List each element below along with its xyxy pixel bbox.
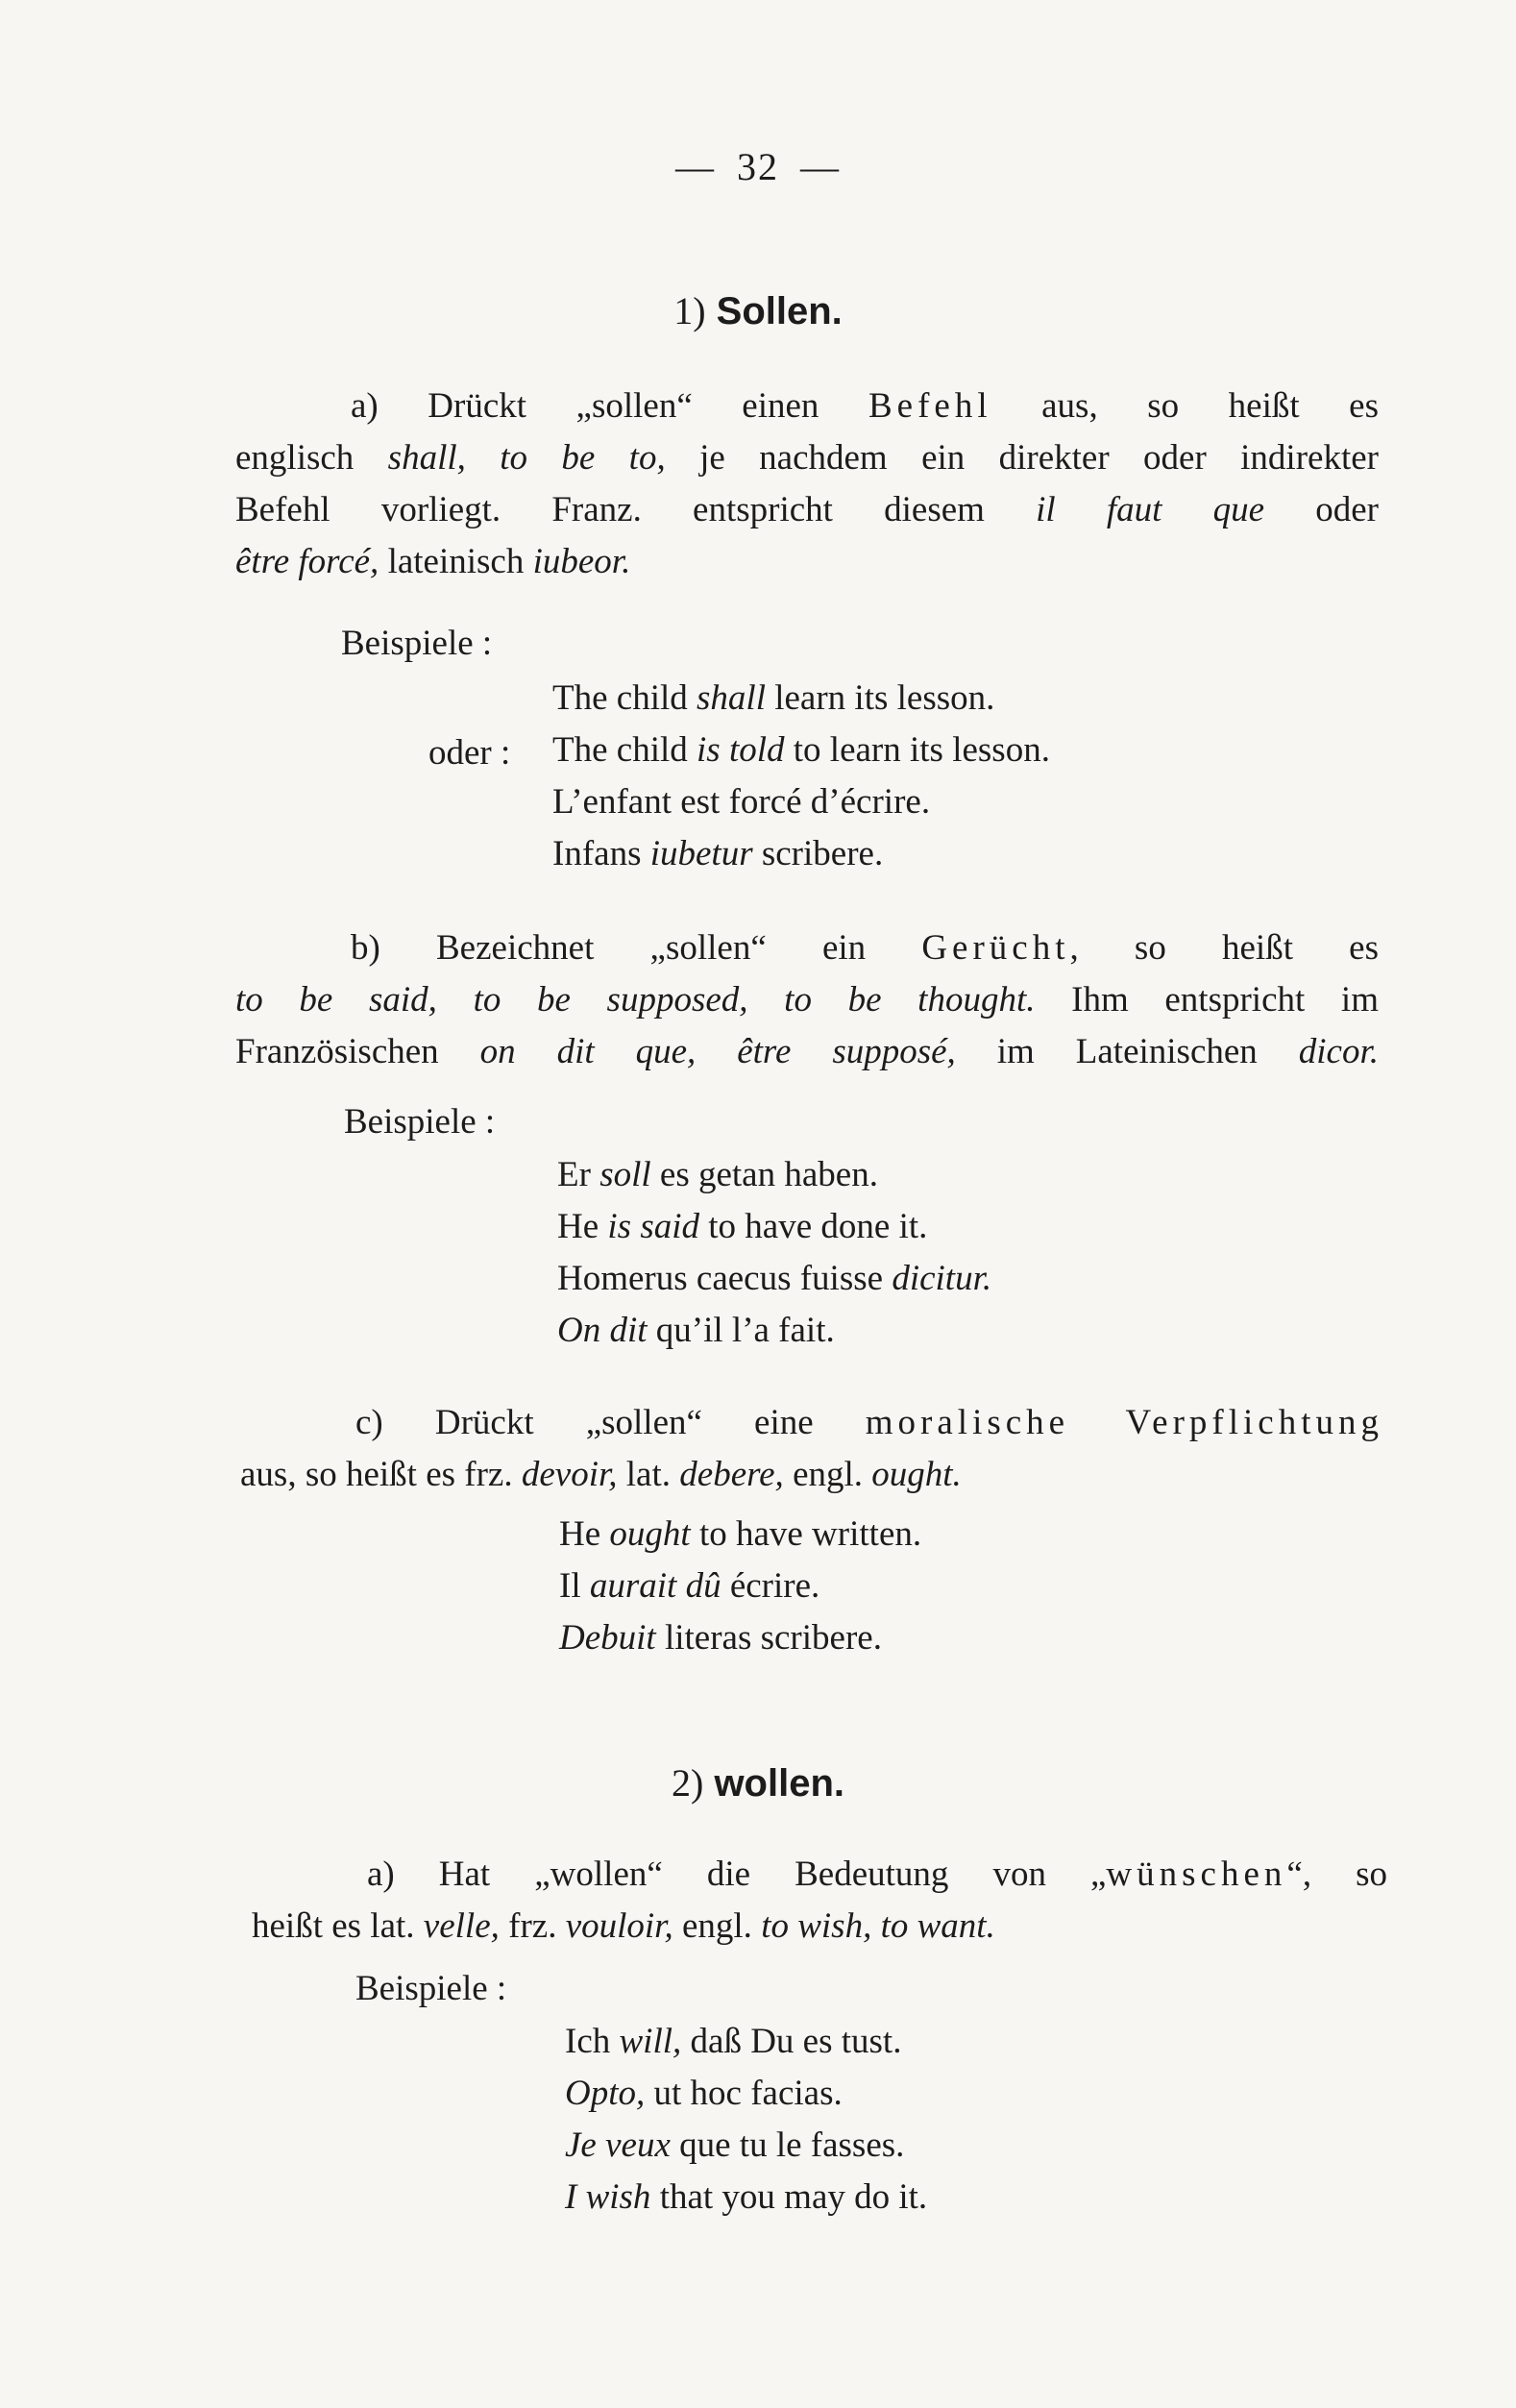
example-line: Debuit literas scribere. bbox=[559, 1618, 882, 1658]
example-line: He ought to have written. bbox=[559, 1514, 922, 1554]
example-line: Il aurait dû écrire. bbox=[559, 1566, 820, 1606]
examples-1a bbox=[552, 673, 1050, 880]
example-line: He is said to have done it. bbox=[557, 1207, 928, 1246]
beispiele-label: Beispiele : bbox=[344, 1102, 496, 1142]
text-line: to be said, to be supposed, to be thought. Ihm entspricht im bbox=[235, 980, 1379, 1020]
section-heading-sollen: 1) Sollen. bbox=[673, 289, 843, 332]
text-line: heißt es lat. velle, frz. vouloir, engl. to wish, to want. bbox=[252, 1906, 995, 1946]
examples-2a bbox=[565, 2016, 927, 2224]
beispiele-label: Beispiele : bbox=[341, 624, 493, 663]
example-line: Opto, ut hoc facias. bbox=[565, 2074, 843, 2113]
text-line: englisch shall, to be to, je nachdem ein direkter oder indirekter bbox=[235, 438, 1379, 478]
text-line: a) Hat „wollen“ die Bedeutung von „wünschen“, so bbox=[367, 1855, 1388, 1894]
example-line: On dit qu’il l’a fait. bbox=[557, 1311, 835, 1350]
text-line: aus, so heißt es frz. devoir, lat. debere, engl. ought. bbox=[240, 1455, 962, 1494]
example-line: Infans iubetur scribere. bbox=[552, 834, 884, 873]
example-line: Er soll es getan haben. bbox=[557, 1155, 878, 1194]
text-line: a) Drückt „sollen“ einen Befehl aus, so heißt es bbox=[351, 386, 1379, 426]
example-line: I wish that you may do it. bbox=[565, 2177, 928, 2217]
examples-1c bbox=[559, 1509, 921, 1664]
text-line: Befehl vorliegt. Franz. entspricht diesem il faut que oder bbox=[235, 490, 1379, 529]
beispiele-label: Beispiele : bbox=[355, 1969, 507, 2008]
examples-1b bbox=[557, 1149, 991, 1357]
section-heading-wollen: 2) wollen. bbox=[671, 1761, 845, 1805]
text-line: être forcé, lateinisch iubeor. bbox=[235, 542, 631, 581]
example-line: The child is told to learn its lesson. bbox=[552, 730, 1050, 770]
page-number: — 32 — bbox=[675, 145, 841, 188]
text-line: Französischen on dit que, être supposé, im Lateinischen dicor. bbox=[235, 1032, 1379, 1071]
paragraph-1c bbox=[240, 1397, 1383, 1501]
paragraph-2a bbox=[252, 1849, 1387, 1953]
text-line: b) Bezeichnet „sollen“ ein Gerücht, so heißt es bbox=[351, 928, 1379, 968]
example-line: The child shall learn its lesson. bbox=[552, 678, 995, 718]
text-line: c) Drückt „sollen“ eine moralische Verpflichtung bbox=[355, 1403, 1383, 1442]
example-line: Je veux que tu le fasses. bbox=[565, 2125, 905, 2165]
example-line: Homerus caecus fuisse dicitur. bbox=[557, 1259, 992, 1298]
paragraph-1b bbox=[235, 922, 1379, 1078]
example-line: Ich will, daß Du es tust. bbox=[565, 2022, 902, 2061]
oder-label: oder : bbox=[428, 733, 511, 773]
example-line: L’enfant est forcé d’écrire. bbox=[552, 782, 931, 822]
paragraph-1a bbox=[235, 381, 1379, 588]
